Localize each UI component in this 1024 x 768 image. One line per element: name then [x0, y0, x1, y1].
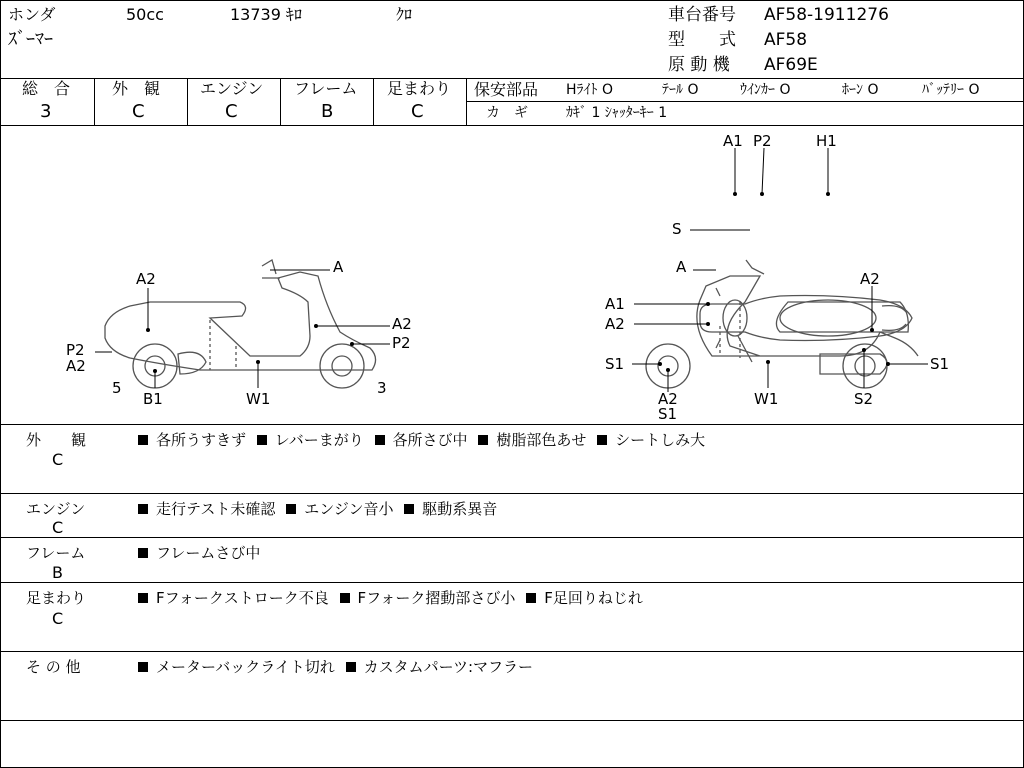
section-label: エンジン — [26, 500, 86, 518]
frame-no-label: 車台番号 — [668, 5, 736, 25]
key-value: ｶｷﾞ 1 ｼｬｯﾀｰｷｰ 1 — [566, 105, 668, 121]
label-left-a2-body: A2 — [392, 315, 412, 333]
label-top-a1: A1 — [723, 132, 743, 150]
label-left-3: 3 — [377, 379, 387, 397]
label-right-s2: S2 — [854, 390, 874, 408]
mileage: 13739 ｷﾛ — [230, 5, 302, 24]
label-left-p2-front: P2 — [66, 341, 85, 359]
label-right-a1: A1 — [605, 295, 625, 313]
section-grade: C — [52, 518, 64, 537]
engine-label: 原 動 機 — [668, 55, 730, 75]
label-left-a: A — [333, 258, 344, 276]
maker: ホンダ — [8, 5, 56, 24]
grade-header-exterior: 外 観 — [112, 79, 161, 98]
safety-mid-line — [466, 101, 1024, 102]
displacement: 50cc — [126, 5, 164, 24]
grade-header-frame: フレーム — [294, 79, 358, 98]
label-top-h1: H1 — [816, 132, 837, 150]
label-left-w1: W1 — [246, 390, 271, 408]
grade-exterior: C — [132, 101, 145, 122]
grade-engine: C — [225, 101, 238, 122]
key-label: カ ギ — [486, 105, 528, 121]
engine-value: AF69E — [764, 55, 818, 75]
section-grade: C — [52, 450, 64, 469]
safety-item-headlight: Hﾗｲﾄ O — [566, 82, 614, 98]
section-label: フレーム — [26, 544, 86, 562]
label-left-a2-seat: A2 — [136, 270, 156, 288]
section-notes: Fフォークストローク不良 Fフォーク摺動部さび小 F足回りねじれ — [138, 587, 649, 608]
section-notes: メーターバックライト切れ カスタムパーツ:マフラー — [138, 656, 539, 677]
grade-suspension: C — [411, 101, 424, 122]
safety-item-horn: ﾎｰﾝ O — [842, 82, 879, 98]
label-right-a: A — [676, 258, 687, 276]
grade-header-overall: 総 合 — [22, 79, 71, 98]
safety-item-battery: ﾊﾞｯﾃﾘｰ O — [922, 82, 980, 98]
label-left-5: 5 — [112, 379, 122, 397]
section-grade: B — [52, 563, 63, 582]
type-value: AF58 — [764, 30, 808, 50]
model-name: ｽﾞｰﾏｰ — [8, 29, 53, 50]
label-right-a2-seat: A2 — [860, 270, 880, 288]
section-label: 外 観 — [26, 431, 87, 449]
grade-frame: B — [321, 101, 334, 122]
label-left-p2-rear: P2 — [392, 334, 411, 352]
section-label: そ の 他 — [26, 658, 81, 676]
scooter-diagram — [0, 126, 1024, 426]
section-notes: 走行テスト未確認 エンジン音小 駆動系異音 — [138, 498, 503, 519]
safety-item-winker: ｳｲﾝｶｰ O — [740, 82, 791, 98]
section-grade: C — [52, 609, 64, 628]
label-right-s1-rear: S1 — [930, 355, 950, 373]
label-top-s: S — [672, 220, 682, 238]
label-top-p2: P2 — [753, 132, 772, 150]
label-right-a2-wheel: A2 — [658, 390, 678, 408]
label-right-s1-wheel: S1 — [658, 405, 678, 423]
label-right-w1: W1 — [754, 390, 779, 408]
grade-header-engine: エンジン — [200, 79, 264, 98]
label-right-a2-body: A2 — [605, 315, 625, 333]
label-right-s1-front: S1 — [605, 355, 625, 373]
label-left-a2-front: A2 — [66, 357, 86, 375]
color: ｸﾛ — [396, 5, 413, 24]
safety-label: 保安部品 — [474, 80, 539, 99]
safety-item-tail: ﾃｰﾙ O — [662, 82, 699, 98]
type-label: 型 式 — [668, 30, 736, 50]
label-left-b1: B1 — [143, 390, 163, 408]
section-label: 足まわり — [26, 589, 87, 607]
frame-no: AF58-1911276 — [764, 5, 889, 25]
section-notes: フレームさび中 — [138, 542, 266, 563]
section-notes: 各所うすきず レバーまがり 各所さび中 樹脂部色あせ シートしみ大 — [138, 429, 711, 450]
grade-overall: 3 — [40, 101, 52, 122]
grade-header-suspension: 足まわり — [387, 79, 452, 98]
